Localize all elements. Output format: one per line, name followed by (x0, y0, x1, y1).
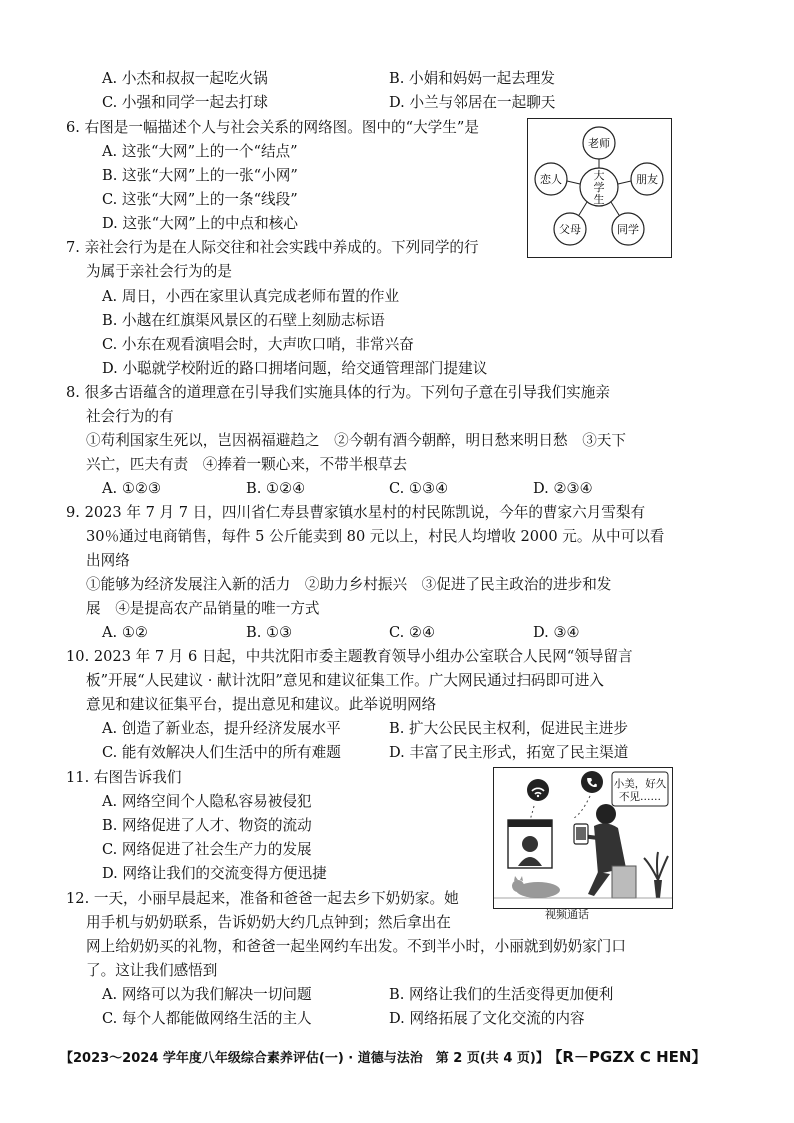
q8-stem-line-1: 8. 很多古语蕴含的道理意在引导我们实施具体的行为。下列句子意在引导我们实施亲 (66, 384, 610, 401)
q11-option-d: D. 网络让我们的交流变得方便迅捷 (102, 865, 327, 882)
q9-stem-line-1: 9. 2023 年 7 月 7 日，四川省仁寿县曹家镇水星村的村民陈凯说，今年的曹家六月雪梨有 (66, 504, 646, 521)
video-window-icon (508, 820, 552, 868)
q7-option-d: D. 小聪就学校附近的路口拥堵问题，给交通管理部门提建议 (102, 360, 488, 377)
center-label-1: 大 (593, 169, 605, 182)
q11-stem: 11. 右图告诉我们 (66, 769, 182, 786)
q8-option-b: B. ①②④ (246, 480, 306, 497)
footer-text: 【2023～2024 学年度八年级综合素养评估(一) · 道德与法治 第 2 页(共 4 页)】 (60, 1051, 549, 1066)
q6-option-a: A. 这张“大网”上的一个“结点” (102, 143, 298, 160)
q9-option-b: B. ①③ (246, 624, 293, 641)
q11-option-c: C. 网络促进了社会生产力的发展 (102, 841, 312, 858)
phone-icon (581, 771, 603, 793)
q9-items-line-1: ①能够为经济发展注入新的活力 ②助力乡村振兴 ③促进了民主政治的进步和发 (86, 576, 612, 593)
q11-video-call-figure (493, 767, 673, 909)
q5-option-a: A. 小杰和叔叔一起吃火锅 (102, 70, 268, 87)
q10-option-d: D. 丰富了民主形式，拓宽了民主渠道 (389, 744, 629, 761)
center-label-2: 学 (593, 181, 605, 194)
q12-stem-line-1: 12. 一天，小丽早晨起来，准备和爸爸一起去乡下奶奶家。她 (66, 890, 459, 907)
q5-option-b: B. 小娟和妈妈一起去理发 (389, 70, 555, 87)
cat-figure (512, 876, 560, 898)
q7-stem-line-2: 为属于亲社会行为的是 (86, 263, 232, 280)
q7-option-c: C. 小东在观看演唱会时，大声吹口哨，非常兴奋 (102, 336, 414, 353)
label-parents: 父母 (559, 223, 581, 236)
q8-option-d: D. ②③④ (533, 480, 593, 497)
label-teacher: 老师 (588, 137, 610, 150)
page-footer (60, 1046, 706, 1067)
q12-option-a: A. 网络可以为我们解决一切问题 (102, 986, 312, 1003)
stool (612, 866, 636, 898)
q8-items-line-1: ①苟利国家生死以，岂因祸福避趋之 ②今朝有酒今朝醉，明日愁来明日愁 ③天下 (86, 432, 626, 449)
q8-items-line-2: 兴亡，匹夫有责 ④捧着一颗心来，不带半根草去 (86, 456, 408, 473)
label-lover: 恋人 (540, 173, 562, 186)
q8-option-a: A. ①②③ (102, 480, 162, 497)
footer-code: 【R－PGZX C HEN】 (554, 1048, 707, 1066)
q9-option-c: C. ②④ (389, 624, 436, 641)
q6-network-figure (527, 118, 672, 258)
q7-option-b: B. 小越在红旗渠风景区的石壁上刻励志标语 (102, 312, 385, 329)
q9-option-a: A. ①② (102, 624, 148, 641)
q10-option-b: B. 扩大公民民主权利，促进民主进步 (389, 720, 628, 737)
wifi-icon (527, 779, 549, 801)
video-call-illustration (494, 768, 672, 908)
q10-stem-line-1: 10. 2023 年 7 月 6 日起，中共沈阳市委主题教育领导小组办公室联合人民网“领导留言 (66, 648, 633, 665)
bubble-text-2: 不见…… (619, 791, 661, 803)
plant-figure (644, 852, 668, 898)
q10-option-c: C. 能有效解决人们生活中的所有难题 (102, 744, 341, 761)
q10-option-a: A. 创造了新业态，提升经济发展水平 (102, 720, 341, 737)
q10-stem-line-3: 意见和建议征集平台，提出意见和建议。此举说明网络 (86, 696, 437, 713)
q8-stem-line-2: 社会行为的有 (86, 408, 174, 425)
q12-stem-line-3: 网上给奶奶买的礼物，和爸爸一起坐网约车出发。不到半小时，小丽就到奶奶家门口 (86, 938, 626, 955)
q9-stem-line-3: 出网络 (86, 552, 130, 569)
q6-stem: 6. 右图是一幅描述个人与社会关系的网络图。图中的“大学生”是 (66, 119, 479, 136)
q8-option-c: C. ①③④ (389, 480, 449, 497)
q6-option-b: B. 这张“大网”上的一张“小网” (102, 167, 298, 184)
q9-items-line-2: 展 ④是提高农产品销量的唯一方式 (86, 600, 320, 617)
edge-lover (567, 181, 580, 184)
q12-option-b: B. 网络让我们的生活变得更加便利 (389, 986, 614, 1003)
q6-option-d: D. 这张“大网”上的中点和核心 (102, 215, 298, 232)
edge-classmate (611, 202, 619, 215)
q11-option-b: B. 网络促进了人才、物资的流动 (102, 817, 312, 834)
bubble-text-1: 小美，好久 (613, 778, 667, 790)
label-classmate: 同学 (617, 223, 639, 236)
q6-option-c: C. 这张“大网”上的一条“线段” (102, 191, 298, 208)
q9-stem-line-2: 30％通过电商销售，每件 5 公斤能卖到 80 元以上，村民人均增收 2000 元。从中可以看 (86, 528, 665, 545)
q12-option-d: D. 网络拓展了文化交流的内容 (389, 1010, 585, 1027)
q11-option-a: A. 网络空间个人隐私容易被侵犯 (102, 793, 312, 810)
q5-option-c: C. 小强和同学一起去打球 (102, 94, 268, 111)
q12-stem-line-2: 用手机与奶奶联系，告诉奶奶大约几点钟到；然后拿出在 (86, 914, 451, 931)
q9-option-d: D. ③④ (533, 624, 580, 641)
q7-option-a: A. 周日，小西在家里认真完成老师布置的作业 (102, 288, 400, 305)
q12-option-c: C. 每个人都能做网络生活的主人 (102, 1010, 312, 1027)
q5-option-d: D. 小兰与邻居在一起聊天 (389, 94, 556, 111)
q7-stem-line-1: 7. 亲社会行为是在人际交往和社会实践中养成的。下列同学的行 (66, 239, 479, 256)
speech-bubble (612, 772, 668, 806)
center-label-3: 生 (593, 193, 605, 206)
q10-stem-line-2: 板”开展“人民建议 · 献计沈阳”意见和建议征集工作。广大网民通过扫码即可进入 (86, 672, 604, 689)
label-friend: 朋友 (636, 173, 658, 186)
network-diagram (528, 119, 671, 257)
q12-stem-line-4: 了。这让我们感悟到 (86, 962, 218, 979)
edge-parents (579, 202, 587, 215)
edge-friend (618, 181, 631, 184)
q11-figure-caption: 视频通话 (545, 908, 589, 921)
